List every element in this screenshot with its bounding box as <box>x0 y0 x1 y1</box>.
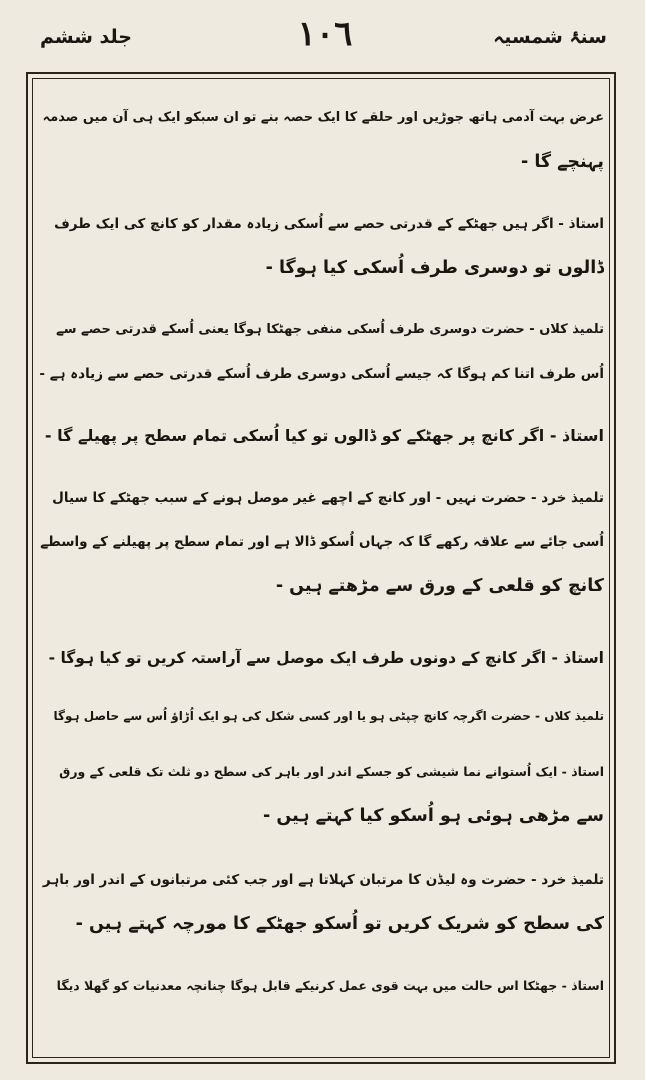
text-line: استاذ - اگر کانچ پر جھٹکے کو ڈالوں تو کیا اُسکی تمام سطح پر پھیلے گا - <box>44 426 604 445</box>
text-line: سے مڑھی ہوئی ہو اُسکو کیا کہتے ہیں - <box>263 806 604 826</box>
text-body <box>38 98 604 1048</box>
text-line: تلمیذ خرد - حضرت نہیں - اور کانچ کے اچھے غیر موصل ہونے کے سبب جھٹکے کا سیال <box>52 490 604 506</box>
text-line: کی سطح کو شریک کریں تو اُسکو جھٹکے کا مورچہ کہتے ہیں - <box>75 914 604 934</box>
text-line: استاذ - اگر کانچ کے دونوں طرف ایک موصل سے آراستہ کریں تو کیا ہوگا - <box>48 649 604 667</box>
volume-label: جلد ششم <box>40 26 132 48</box>
text-line: استاذ - اگر ہیں جھٹکے کے قدرتی حصے سے اُسکی زیادہ مقدار کو کانچ کی ایک طرف <box>54 216 604 232</box>
book-title: سنۂ شمسیہ <box>493 26 607 48</box>
text-line: کانچ کو قلعی کے ورق سے مڑھتے ہیں - <box>275 576 604 596</box>
text-line: تلمیذ کلاں - حضرت دوسری طرف اُسکی منفی جھٹکا ہوگا یعنی اُسکے قدرتی حصے سے <box>56 322 604 337</box>
text-line: اُس طرف اتنا کم ہوگا کہ جیسے اُسکی دوسری طرف اُسکے قدرتی حصے سے زیادہ ہے - <box>39 366 604 382</box>
page-number: ١٠٦ <box>297 14 353 54</box>
text-line: ڈالوں تو دوسری طرف اُسکی کیا ہوگا - <box>265 258 604 278</box>
text-line: تلمیذ کلاں - حضرت اگرچہ کانچ چپٹی ہو یا اور کسی شکل کی ہو ایک اُڑاؤ اُس سے حاصل ہوگا <box>53 709 604 723</box>
text-line: پہنچے گا - <box>520 152 604 172</box>
text-line: استاذ - جھٹکا اس حالت میں بہت قوی عمل کرنیکے قابل ہوگا چنانچہ معدنیات کو گھلا دیگا <box>56 978 604 993</box>
text-line: عرض بہت آدمی ہاتھ جوڑیں اور حلقے کا ایک حصہ بنے تو ان سبکو ایک ہی آن میں صدمہ <box>42 110 604 125</box>
text-line: تلمیذ خرد - حضرت وہ لیڈن کا مرتبان کہلاتا ہے اور جب کئی مرتبانوں کے اندر اور باہر <box>42 872 604 888</box>
text-line: اُسی جائے سے علاقہ رکھے گا کہ جہاں اُسکو ڈالا ہے اور تمام سطح پر پھیلنے کے واسطے <box>40 534 604 550</box>
page-header <box>0 0 645 70</box>
text-line: استاذ - ایک اُستوانے نما شیشی کو جسکے اندر اور باہر کی سطح دو ثلث تک قلعی کے ورق <box>59 764 604 779</box>
